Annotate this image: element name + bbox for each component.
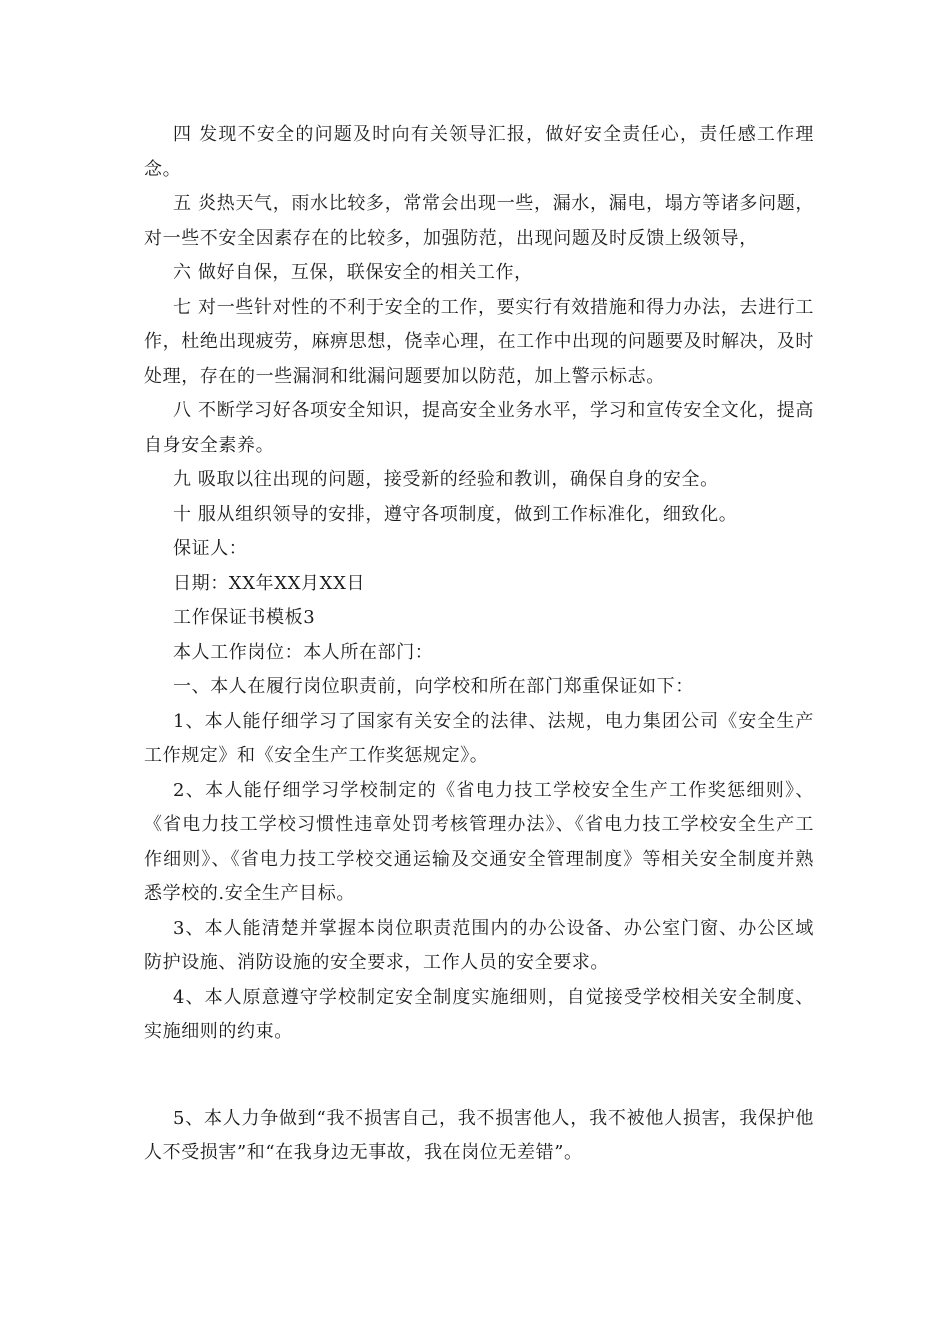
position-department-line: 本人工作岗位：本人所在部门： [173, 641, 434, 663]
paragraph-5: 五 炎热天气，雨水比较多，常常会出现一些，漏水，漏电，塌方等诸多问题，对一些不安全因素存在的比较多，加强防范，出现问题及时反馈上级领导， [144, 193, 814, 249]
date-line: 日期：XX年XX月XX日 [173, 572, 366, 594]
document-page [144, 118, 814, 1171]
paragraph-7: 七 对一些针对性的不利于安全的工作，要实行有效措施和得力办法，去进行工作，杜绝出现疲劳，麻痹思想，侥幸心理，在工作中出现的问题要及时解决，及时处理，存在的一些漏洞和纰漏问题要加以防范，加上警示标志。 [144, 296, 814, 387]
paragraph-10: 十 服从组织领导的安排，遵守各项制度，做到工作标准化，细致化。 [173, 503, 738, 525]
paragraph-8: 八 不断学习好各项安全知识，提高安全业务水平，学习和宣传安全文化，提高自身安全素养。 [144, 400, 814, 456]
item-1: 1、本人能仔细学习了国家有关安全的法律、法规，电力集团公司《安全生产工作规定》和《安全生产工作奖惩规定》。 [144, 710, 814, 766]
paragraph-9: 九 吸取以往出现的问题，接受新的经验和教训，确保自身的安全。 [173, 469, 719, 490]
template-title: 工作保证书模板3 [173, 607, 316, 628]
section-one-intro: 一、本人在履行岗位职责前，向学校和所在部门郑重保证如下： [173, 676, 694, 697]
guarantor-line: 保证人： [173, 538, 248, 559]
item-3: 3、本人能清楚并掌握本岗位职责范围内的办公设备、办公室门窗、办公区域防护设施、消防设施的安全要求，工作人员的安全要求。 [144, 917, 814, 973]
item-4: 4、本人原意遵守学校制定安全制度实施细则，自觉接受学校相关安全制度、实施细则的约束。 [144, 986, 814, 1042]
item-2: 2、本人能仔细学习学校制定的《省电力技工学校安全生产工作奖惩细则》、《省电力技工学校习惯性违章处罚考核管理办法》、《省电力技工学校安全生产工作细则》、《省电力技工学校交通运输及交通安全管理制度》等相关安全制度并熟悉学校的.安全生产目标。 [144, 779, 814, 904]
paragraph-4: 四 发现不安全的问题及时向有关领导汇报，做好安全责任心，责任感工作理念。 [144, 124, 814, 180]
item-5: 5、本人力争做到“我不损害自己，我不损害他人，我不被他人损害，我保护他人不受损害”和“在我身边无事故，我在岗位无差错”。 [144, 1107, 814, 1163]
paragraph-6: 六 做好自保，互保，联保安全的相关工作， [173, 262, 533, 283]
blank-gap [144, 1050, 814, 1102]
